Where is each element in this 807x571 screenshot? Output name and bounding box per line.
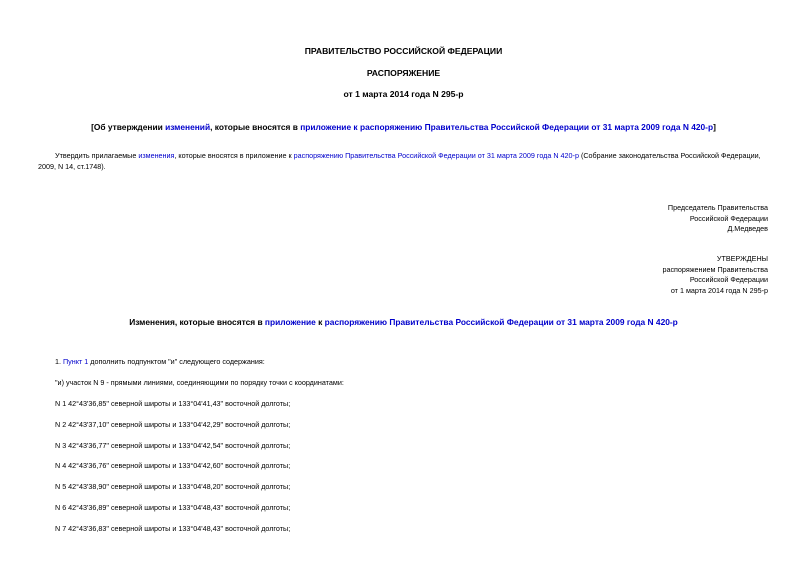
list-item: N 5 42°43'38,90" северной широты и 133°04'48,20" восточной долготы; <box>55 482 291 491</box>
list-item: N 6 42°43'36,89" северной широты и 133°04'48,43" восточной долготы; <box>55 503 291 512</box>
item-1-text: дополнить подпунктом "и" следующего содержания: <box>88 357 265 366</box>
title-open: [Об утверждении <box>91 122 166 132</box>
body-text-c: (Собрание законодательства Российской Федерации, <box>578 151 761 160</box>
approved-line1: УТВЕРЖДЕНЫ <box>716 254 768 263</box>
approved-line2: распоряжением Правительства <box>662 264 768 274</box>
list-item: N 2 42°43'37,10" северной широты и 133°04'42,29" восточной долготы; <box>55 420 291 429</box>
title-link-appendix[interactable]: приложение к распоряжению Правительства Российской Федерации от 31 марта 2009 года N 420-р <box>300 122 714 132</box>
approved-line4: от 1 марта 2014 года N 295-р <box>670 285 768 295</box>
subpoint-i: "и) участок N 9 - прямыми линиями, соединяющими по порядку точки с координатами: <box>55 378 344 387</box>
signature-block <box>668 203 768 235</box>
signature-line1: Председатель Правительства <box>667 203 768 212</box>
date-number-heading: от 1 марта 2014 года N 295-р <box>343 89 464 99</box>
item-1 <box>55 357 265 368</box>
body-text-b: , которые вносятся в приложение к <box>174 151 294 160</box>
body-paragraph-line1 <box>55 151 775 162</box>
title-link-changes[interactable]: изменений <box>165 122 211 132</box>
government-heading: ПРАВИТЕЛЬСТВО РОССИЙСКОЙ ФЕДЕРАЦИИ <box>304 46 503 56</box>
title-mid: , которые вносятся в <box>210 122 301 132</box>
changes-title <box>0 317 807 327</box>
changes-link-order[interactable]: распоряжению Правительства Российской Федерации от 31 марта 2009 года N 420-р <box>324 317 678 327</box>
body-link-order[interactable]: распоряжению Правительства Российской Федерации от 31 марта 2009 года N 420-р <box>293 151 579 160</box>
list-item: N 3 42°43'36,77" северной широты и 133°04'42,54" восточной долготы; <box>55 441 291 450</box>
body-paragraph-line2: 2009, N 14, ст.1748). <box>38 162 106 171</box>
signature-line3: Д.Медведев <box>727 224 768 233</box>
changes-title-b: к <box>315 317 325 327</box>
item-1-number: 1. <box>55 357 63 366</box>
approved-block <box>662 254 768 296</box>
body-link-changes[interactable]: изменения <box>138 151 175 160</box>
changes-title-a: Изменения, которые вносятся в <box>129 317 265 327</box>
document-title <box>0 122 807 132</box>
item-1-link[interactable]: Пункт 1 <box>63 357 89 366</box>
title-close: ] <box>713 122 716 132</box>
list-item: N 1 42°43'36,85" северной широты и 133°04'41,43" восточной долготы; <box>55 399 291 408</box>
changes-link-appendix[interactable]: приложение <box>264 317 316 327</box>
body-text-a: Утвердить прилагаемые <box>55 151 139 160</box>
list-item: N 4 42°43'36,76" северной широты и 133°04'42,60" восточной долготы; <box>55 461 291 470</box>
signature-line2: Российской Федерации <box>689 213 768 223</box>
approved-line3: Российской Федерации <box>689 275 768 284</box>
list-item: N 7 42°43'36,83" северной широты и 133°04'48,43" восточной долготы; <box>55 524 291 533</box>
doc-type-heading: РАСПОРЯЖЕНИЕ <box>366 68 441 78</box>
